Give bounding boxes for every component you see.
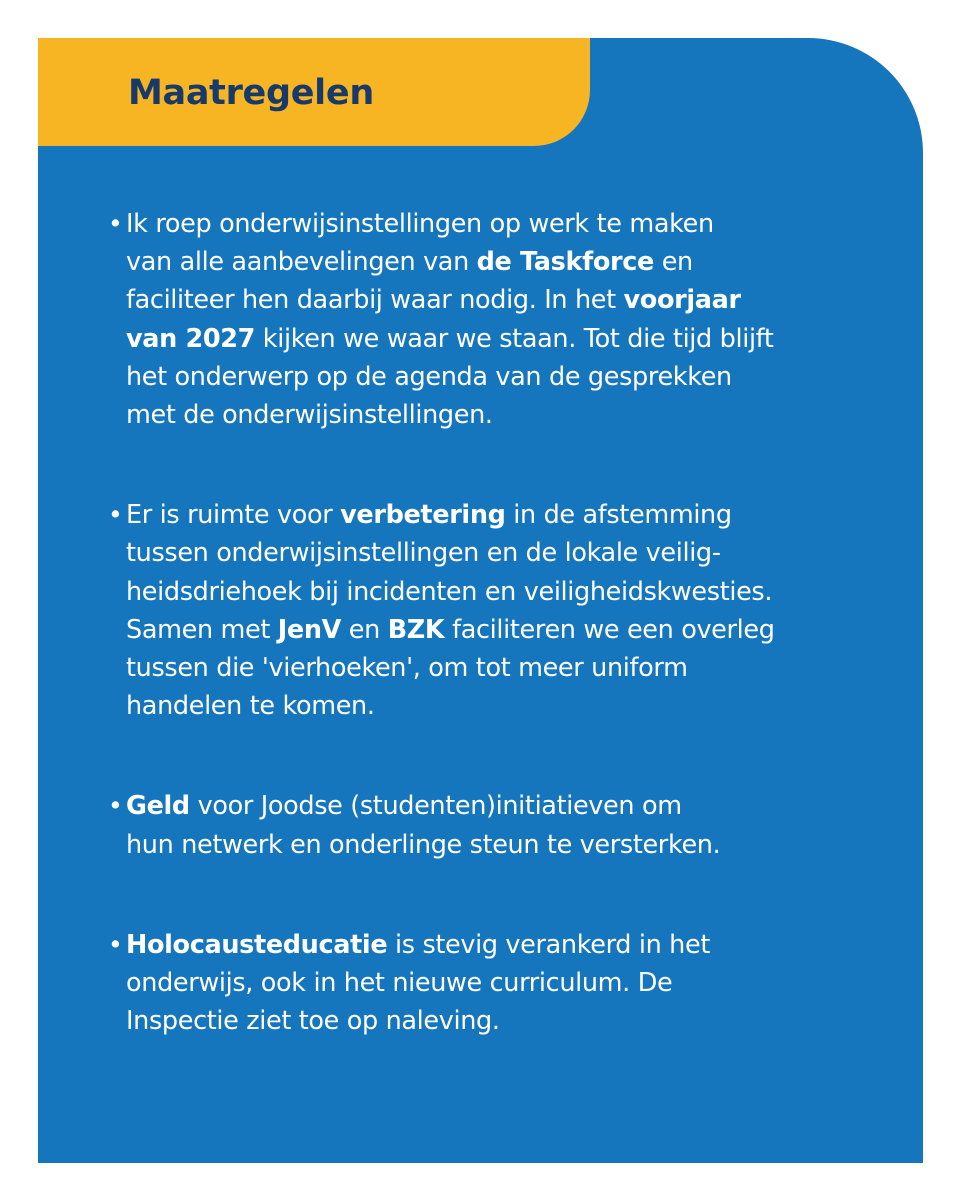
body-text: tussen onderwijsinstellingen en de lokale veilig- xyxy=(126,538,721,569)
body-text: Samen met xyxy=(126,614,278,645)
body-text: heidsdriehoek bij incidenten en veiligheidskwesties. xyxy=(126,576,773,607)
measures-card xyxy=(38,38,923,1163)
emphasis-text: verbetering xyxy=(340,500,506,531)
measure-item xyxy=(108,787,908,863)
measure-line xyxy=(126,281,908,319)
measure-item xyxy=(108,926,908,1041)
measure-line xyxy=(126,926,908,964)
title-tab xyxy=(38,38,590,146)
measure-line xyxy=(126,964,908,1002)
measure-line xyxy=(126,534,908,572)
measure-line xyxy=(126,496,908,534)
emphasis-text: JenV xyxy=(277,614,342,645)
body-text: het onderwerp op de agenda van de gesprekken xyxy=(126,361,732,392)
card-title: Maatregelen xyxy=(128,73,374,113)
measure-line xyxy=(126,687,908,725)
body-text: hun netwerk en onderlinge steun te versterken. xyxy=(126,829,721,860)
body-text: en xyxy=(341,614,388,645)
body-text: handelen te komen. xyxy=(126,691,375,722)
measure-line xyxy=(126,1002,908,1040)
body-text: Inspectie ziet toe op naleving. xyxy=(126,1006,500,1037)
emphasis-text: Holocausteducatie xyxy=(126,929,388,960)
body-text: kijken we waar we staan. Tot die tijd blijft xyxy=(255,323,774,354)
body-text: faciliteer hen daarbij waar nodig. In het xyxy=(126,285,624,316)
body-text: met de onderwijsinstellingen. xyxy=(126,400,493,431)
emphasis-text: van 2027 xyxy=(126,323,256,354)
measure-line xyxy=(126,611,908,649)
measure-line xyxy=(126,573,908,611)
body-text: en xyxy=(653,247,693,278)
measures-list xyxy=(108,205,908,1102)
measure-line xyxy=(126,826,908,864)
measure-line xyxy=(126,649,908,687)
measure-line xyxy=(126,787,908,825)
emphasis-text: voorjaar xyxy=(623,285,741,316)
body-text: tussen die 'vierhoeken', om tot meer uniform xyxy=(126,653,688,684)
measure-line xyxy=(126,205,908,243)
body-text: Er is ruimte voor xyxy=(126,500,341,531)
measure-line xyxy=(126,320,908,358)
measure-line xyxy=(126,396,908,434)
body-text: onderwijs, ook in het nieuwe curriculum. De xyxy=(126,968,673,999)
measure-item xyxy=(108,205,908,434)
emphasis-text: de Taskforce xyxy=(476,247,654,278)
measure-line xyxy=(126,358,908,396)
bullet-icon: • xyxy=(108,500,123,530)
body-text: van alle aanbevelingen van xyxy=(126,247,477,278)
body-text: faciliteren we een overleg xyxy=(444,614,775,645)
body-text: Ik roep onderwijsinstellingen op werk te maken xyxy=(126,209,714,239)
body-text: is stevig verankerd in het xyxy=(387,929,710,960)
body-text: voor Joodse (studenten)initiatieven om xyxy=(189,791,682,822)
body-text: in de afstemming xyxy=(505,500,732,531)
bullet-icon: • xyxy=(108,209,123,238)
bullet-icon: • xyxy=(108,791,123,821)
measure-line xyxy=(126,243,908,281)
emphasis-text: BZK xyxy=(387,614,445,645)
measure-item xyxy=(108,496,908,725)
bullet-icon: • xyxy=(108,929,123,959)
emphasis-text: Geld xyxy=(126,791,190,822)
